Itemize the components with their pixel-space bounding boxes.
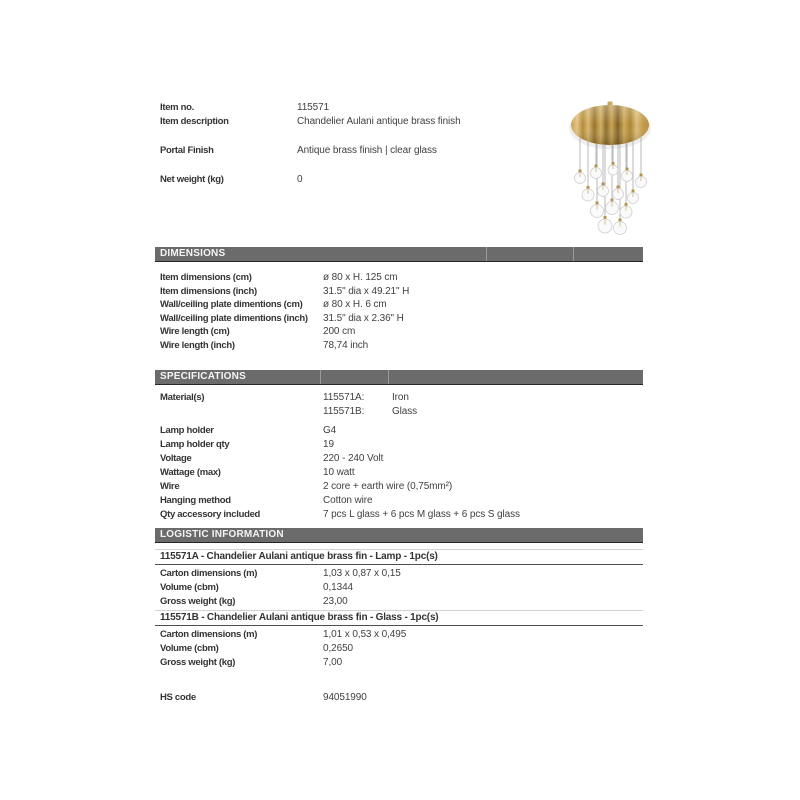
info-row-portal-finish bbox=[160, 144, 550, 158]
logistics-value: 1,03 x 0,87 x 0,15 bbox=[323, 568, 401, 579]
glass-bulbs bbox=[575, 162, 647, 235]
dimension-value: 200 cm bbox=[323, 326, 356, 338]
spec-value: 2 core + earth wire (0,75mm²) bbox=[323, 481, 453, 492]
logistics-label: Carton dimensions (m) bbox=[160, 629, 258, 641]
spec-value: 10 watt bbox=[323, 467, 355, 478]
material-code: 115571B: bbox=[323, 406, 365, 417]
materials-label: Material(s) bbox=[160, 392, 205, 403]
table-row bbox=[160, 581, 643, 595]
glass-bulb bbox=[598, 183, 609, 197]
hs-code-label: HS code bbox=[160, 691, 196, 703]
chandelier-image bbox=[552, 86, 672, 244]
header-column-divider bbox=[388, 370, 389, 384]
glass-bulb bbox=[591, 202, 604, 218]
spec-label: Qty accessory included bbox=[160, 509, 261, 520]
table-row bbox=[160, 691, 643, 705]
dimension-value: 78,74 inch bbox=[323, 339, 369, 351]
dimension-value: ø 80 x H. 125 cm bbox=[323, 272, 398, 283]
product-image bbox=[552, 86, 672, 244]
net-weight-value: 0 bbox=[297, 174, 303, 185]
glass-bulb bbox=[614, 219, 627, 235]
logistics-label: Gross weight (kg) bbox=[160, 595, 236, 607]
glass-bulb bbox=[608, 162, 618, 175]
specifications-header-title: SPECIFICATIONS bbox=[160, 371, 246, 382]
logistics-value: 0,2650 bbox=[323, 643, 353, 655]
dimensions-table bbox=[160, 271, 640, 353]
spec-label: Voltage bbox=[160, 453, 192, 464]
materials-label-spacer bbox=[160, 405, 323, 419]
hs-code-row bbox=[155, 691, 643, 705]
logistics-group-rows bbox=[155, 565, 643, 610]
table-row bbox=[160, 424, 640, 438]
dimension-value: 31.5" dia x 2.36" H bbox=[323, 312, 404, 324]
net-weight-label: Net weight (kg) bbox=[160, 174, 224, 185]
logistics-group-heading: 115571B - Chandelier Aulani antique brass fin - Glass - 1pc(s) bbox=[155, 610, 643, 626]
logistics-table bbox=[155, 549, 643, 705]
item-description-value: Chandelier Aulani antique brass finish bbox=[297, 116, 461, 127]
table-row bbox=[160, 312, 640, 326]
info-row-item-no bbox=[160, 101, 550, 115]
logistics-label: Volume (cbm) bbox=[160, 581, 219, 593]
logistics-value: 1,01 x 0,53 x 0,495 bbox=[323, 629, 407, 641]
item-no-label: Item no. bbox=[160, 102, 195, 113]
specifications-section-header bbox=[155, 370, 643, 385]
specifications-table bbox=[160, 391, 640, 522]
glass-bulb bbox=[628, 190, 639, 204]
info-row-net-weight bbox=[160, 173, 550, 187]
glass-bulb bbox=[575, 170, 586, 184]
spec-label: Wattage (max) bbox=[160, 467, 221, 478]
spec-label: Wire bbox=[160, 481, 180, 492]
product-info-block bbox=[160, 101, 550, 187]
logistics-group-heading: 115571A - Chandelier Aulani antique brass fin - Lamp - 1pc(s) bbox=[155, 549, 643, 565]
header-column-divider bbox=[486, 247, 487, 261]
table-row bbox=[160, 494, 640, 508]
logistics-section-header bbox=[155, 528, 643, 543]
table-row bbox=[160, 480, 640, 494]
spec-value: Cotton wire bbox=[323, 495, 373, 506]
dimension-label: Wall/ceiling plate dimentions (cm) bbox=[160, 299, 303, 311]
logistics-value: 7,00 bbox=[323, 656, 343, 668]
spec-value: G4 bbox=[323, 425, 337, 436]
item-no-value: 115571 bbox=[297, 102, 330, 113]
dimension-label: Item dimensions (inch) bbox=[160, 285, 257, 297]
glass-bulb bbox=[636, 174, 647, 188]
portal-finish-value: Antique brass finish | clear glass bbox=[297, 145, 437, 156]
glass-bulb bbox=[606, 199, 619, 215]
dimension-label: Wire length (cm) bbox=[160, 326, 230, 338]
spec-label: Hanging method bbox=[160, 495, 231, 506]
dimension-value: ø 80 x H. 6 cm bbox=[323, 299, 387, 311]
table-row bbox=[160, 656, 643, 670]
logistics-label: Carton dimensions (m) bbox=[160, 568, 258, 579]
table-row bbox=[160, 567, 643, 581]
ceiling-plate-shading bbox=[571, 105, 649, 145]
table-row bbox=[160, 325, 640, 339]
logistics-label: Volume (cbm) bbox=[160, 643, 219, 655]
glass-bulb bbox=[613, 186, 624, 200]
table-row bbox=[160, 642, 643, 656]
glass-bulb bbox=[620, 203, 632, 218]
table-row bbox=[160, 391, 640, 405]
dimension-label: Wire length (inch) bbox=[160, 339, 235, 351]
material-value: Iron bbox=[392, 392, 409, 403]
material-value: Glass bbox=[392, 406, 418, 417]
table-row bbox=[160, 271, 640, 285]
table-row bbox=[160, 595, 643, 609]
spec-label: Lamp holder bbox=[160, 425, 214, 436]
header-column-divider bbox=[573, 247, 574, 261]
table-row bbox=[160, 405, 640, 419]
item-description-label: Item description bbox=[160, 116, 229, 127]
material-code: 115571A: bbox=[323, 392, 365, 403]
glass-bulb bbox=[582, 186, 594, 201]
logistics-value: 0,1344 bbox=[323, 581, 353, 593]
dimension-value: 31.5" dia x 49.21" H bbox=[323, 285, 410, 297]
spec-value: 19 bbox=[323, 439, 334, 450]
spec-label: Lamp holder qty bbox=[160, 439, 230, 450]
dimensions-header-title: DIMENSIONS bbox=[160, 248, 226, 259]
glass-bulb bbox=[598, 216, 612, 233]
spec-value: 220 - 240 Volt bbox=[323, 453, 384, 464]
logistics-value: 23,00 bbox=[323, 595, 348, 607]
info-row-item-description bbox=[160, 115, 550, 129]
dimension-label: Wall/ceiling plate dimentions (inch) bbox=[160, 312, 308, 324]
table-row bbox=[160, 628, 643, 642]
table-row bbox=[160, 508, 640, 522]
glass-bulb bbox=[591, 165, 602, 179]
logistics-group-rows bbox=[155, 626, 643, 671]
logistics-header-title: LOGISTIC INFORMATION bbox=[160, 529, 284, 540]
dimension-label: Item dimensions (cm) bbox=[160, 272, 252, 283]
header-column-divider bbox=[320, 370, 321, 384]
dimensions-section-header bbox=[155, 247, 643, 262]
table-row bbox=[160, 466, 640, 480]
table-row bbox=[160, 339, 640, 353]
hs-code-value: 94051990 bbox=[323, 691, 367, 703]
portal-finish-label: Portal Finish bbox=[160, 145, 214, 156]
glass-bulb bbox=[622, 168, 633, 182]
table-row bbox=[160, 285, 640, 299]
table-row bbox=[160, 298, 640, 312]
logistics-label: Gross weight (kg) bbox=[160, 656, 236, 668]
table-row bbox=[160, 438, 640, 452]
spec-value: 7 pcs L glass + 6 pcs M glass + 6 pcs S glass bbox=[323, 509, 520, 520]
table-row bbox=[160, 452, 640, 466]
